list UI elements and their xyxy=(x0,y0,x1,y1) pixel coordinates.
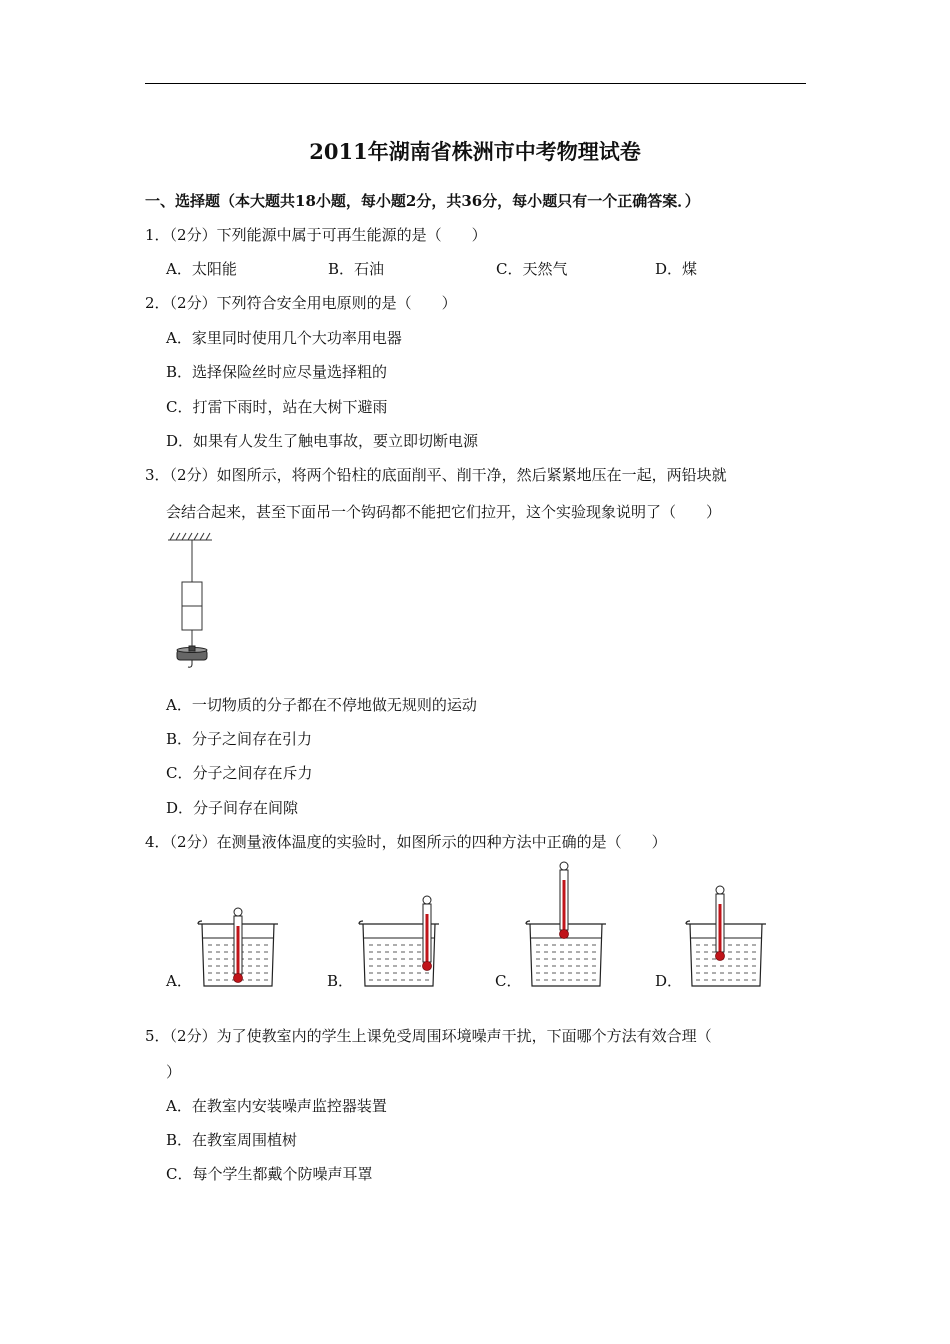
beaker-thermometer-b xyxy=(355,890,445,990)
question-5-stem-line2: ） xyxy=(166,1063,182,1081)
lead-cylinder-figure xyxy=(160,530,220,670)
q4-option-d: D． xyxy=(655,972,683,990)
q2-option-c: C．打雷下雨时，站在大树下避雨 xyxy=(166,398,388,416)
thermometer xyxy=(234,908,243,983)
thermometer xyxy=(423,896,432,971)
q1-option-c: C．天然气 xyxy=(496,260,568,278)
beaker-thermometer-c xyxy=(522,860,612,990)
q5-option-b: B．在教室周围植树 xyxy=(166,1131,298,1149)
thermometer xyxy=(560,862,569,939)
q3-option-c: C．分子之间存在斥力 xyxy=(166,764,313,782)
question-1-stem: 1．（2分）下列能源中属于可再生能源的是（ ） xyxy=(145,226,487,244)
q3-option-b: B．分子之间存在引力 xyxy=(166,730,313,748)
beaker-thermometer-a xyxy=(194,900,284,990)
q2-option-d: D．如果有人发生了触电事故，要立即切断电源 xyxy=(166,432,479,450)
q1-option-b: B．石油 xyxy=(328,260,385,278)
q1-option-a: A．太阳能 xyxy=(166,260,237,278)
question-5-stem-line1: 5．（2分）为了使教室内的学生上课免受周围环境噪声干扰，下面哪个方法有效合理（ xyxy=(145,1027,712,1045)
q5-option-c: C．每个学生都戴个防噪声耳罩 xyxy=(166,1165,373,1183)
page-title: 2011年湖南省株洲市中考物理试卷 xyxy=(309,139,641,164)
q1-option-d: D．煤 xyxy=(655,260,698,278)
q4-option-b: B． xyxy=(327,972,354,990)
q2-option-a: A．家里同时使用几个大功率用电器 xyxy=(166,329,402,347)
q5-option-a: A．在教室内安装噪声监控器装置 xyxy=(166,1097,387,1115)
q4-option-a: A． xyxy=(166,972,192,990)
question-3-stem-line2: 会结合起来，甚至下面吊一个钩码都不能把它们拉开，这个实验现象说明了（ ） xyxy=(166,503,722,521)
header-rule xyxy=(145,83,806,84)
question-4-stem: 4．（2分）在测量液体温度的实验时，如图所示的四种方法中正确的是（ ） xyxy=(145,833,667,851)
section-heading: 一、选择题（本大题共18小题，每小题2分，共36分，每小题只有一个正确答案．） xyxy=(145,192,700,210)
thermometer xyxy=(716,886,725,961)
question-2-stem: 2．（2分）下列符合安全用电原则的是（ ） xyxy=(145,294,457,312)
q4-option-c: C． xyxy=(495,972,522,990)
beaker-thermometer-d xyxy=(682,880,772,990)
question-3-stem-line1: 3．（2分）如图所示，将两个铅柱的底面削平、削干净，然后紧紧地压在一起，两铅块就 xyxy=(145,466,727,484)
q3-option-a: A．一切物质的分子都在不停地做无规则的运动 xyxy=(166,696,477,714)
q2-option-b: B．选择保险丝时应尽量选择粗的 xyxy=(166,363,388,381)
q3-option-d: D．分子间存在间隙 xyxy=(166,799,299,817)
hook-weight xyxy=(177,646,207,667)
